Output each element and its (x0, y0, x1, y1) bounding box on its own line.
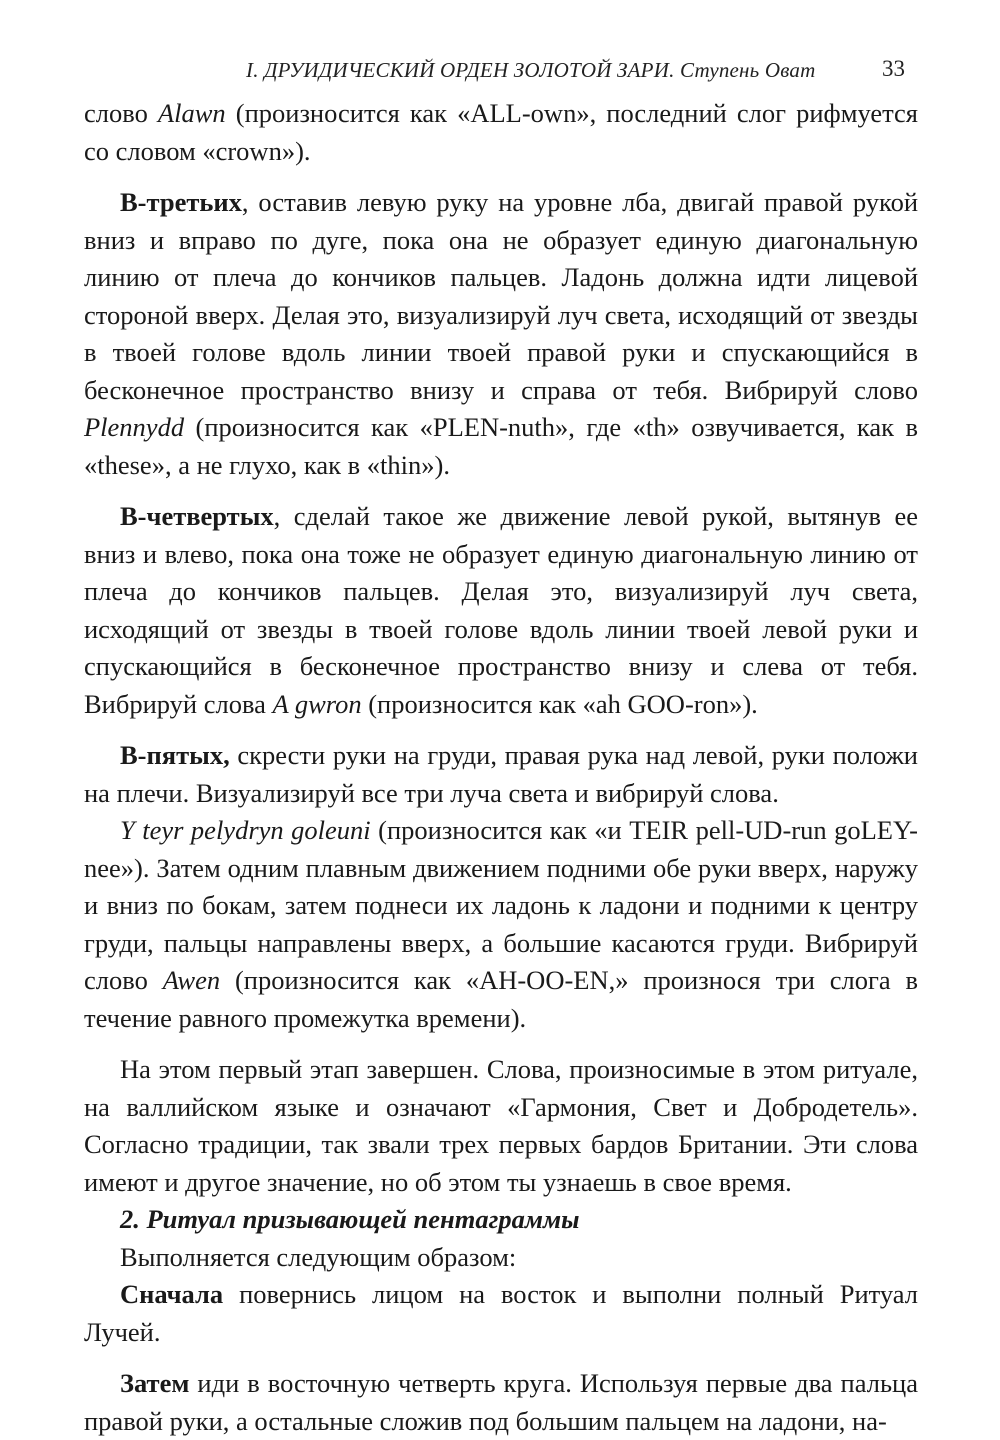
text-run: На этом первый этап завершен. Слова, произносимые в этом ритуале, на валлийском языке и означают «Гармония, Свет и Добродетель». Согласно традиции, так звали трех первых бардов Британии. Эти слова имеют и другое значение, но об этом ты узнаешь в свое время. (84, 1054, 918, 1197)
step-label-first: Сначала (120, 1279, 224, 1309)
text-run: , сделай такое же движение левой рукой, вытянув ее вниз и влево, пока она тоже не образует единую диагональную линию от плеча до кончиков пальцев. Делая это, визуализируй луч света, исходящий от звезды в твоей голове вдоль линии твоей левой руки и спускающийся в бесконечное пространство внизу и слева от тебя. Вибрируй слова (84, 501, 918, 719)
paragraph-conclusion (84, 1051, 918, 1201)
step-label-then: Затем (120, 1368, 190, 1398)
text-run: , оставив левую руку на уровне лба, двигай правой рукой вниз и вправо по дуге, пока она не образует единую диагональную линию от плеча до кончиков пальцев. Ладонь должна идти лицевой стороной вверх. Делая это, визуализируй луч света, исходящий от звезды в твоей голове вдоль линии твоей правой руки и спускающийся в бесконечное пространство внизу и справа от тебя. Вибрируй слово (84, 187, 918, 405)
text-run: (произносится как «AH-OO-EN,» произнося три слога в течение равного промежутка времени). (84, 965, 918, 1033)
step-label-fifth: В-пятых, (120, 740, 230, 770)
page-body (84, 95, 918, 1440)
welsh-word-plennydd: Plennydd (84, 412, 185, 442)
text-run: (произносится как «ALL-own», последний слог рифмуется со словом «crown»). (84, 98, 918, 166)
step-label-fourth: В-четвертых (120, 501, 274, 531)
paragraph-continuation (84, 95, 918, 170)
paragraph-vibration (84, 812, 918, 1037)
text-run: повернись лицом на восток и выполни полный Ритуал Лучей. (84, 1279, 918, 1347)
text-run: слово (84, 98, 158, 128)
paragraph-fourth-step (84, 498, 918, 723)
running-header: I. ДРУИДИЧЕСКИЙ ОРДЕН ЗОЛОТОЙ ЗАРИ. Ступень Оват (246, 58, 816, 82)
paragraph-fifth-step (84, 737, 918, 812)
text-run: (произносится как «PLEN-nuth», где «th» озвучивается, как в «these», а не глухо, как в «thin»). (84, 412, 918, 480)
welsh-word-alawn: Alawn (157, 98, 226, 128)
welsh-word-awen: Awen (162, 965, 221, 995)
welsh-phrase: Y teyr pelydryn goleuni (120, 815, 371, 845)
step-label-third: В-третьих (120, 187, 242, 217)
section-heading: 2. Ритуал призывающей пентаграммы (120, 1204, 580, 1234)
paragraph-first (84, 1276, 918, 1351)
text-run: иди в восточную четверть круга. Используя первые два пальца правой руки, а остальные сложив под большим пальцем на ладони, на- (84, 1368, 918, 1436)
text-run: (произносится как «и TEIR pell-UD-run goLEY-nee»). Затем одним плавным движением подними обе руки вверх, наружу и вниз по бокам, затем поднеси их ладонь к ладони и подними к центру груди, пальцы направлены вверх, а большие касаются груди. Вибрируй слово (84, 815, 918, 995)
text-run: (произносится как «ah GOO-ron»). (361, 688, 758, 719)
section-subtitle: Выполняется следующим образом: (120, 1241, 517, 1272)
paragraph-then (84, 1365, 918, 1440)
welsh-word-agwron: A gwron (272, 688, 362, 719)
text-run: скрести руки на груди, правая рука над левой, руки положи на плечи. Визуализируй все три луча света и вибрируй слова. (84, 740, 918, 808)
page-number: 33 (882, 56, 905, 81)
paragraph-third-step (84, 184, 918, 484)
